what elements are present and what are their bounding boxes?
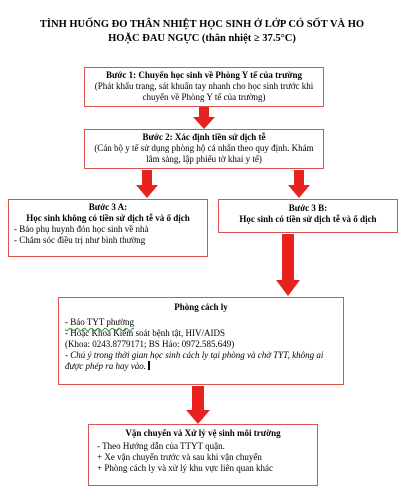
isolation-note-text: - Chú ý trong thời gian học sinh cách ly tại phòng và chờ TYT, không ai được phép ra hay vào. — [65, 350, 324, 371]
arrow-down-left-icon — [136, 170, 158, 198]
transport-item: + Xe vận chuyển trước và sau khi vận chuyển — [97, 452, 262, 462]
isolation-note — [65, 350, 337, 372]
isolation-line-1: - Báo TYT phường — [65, 317, 135, 327]
step3a-heading: Bước 3 A: — [88, 202, 128, 212]
step1-heading: Bước 1: Chuyển học sinh về Phòng Y tế của trường — [105, 70, 303, 80]
step3a-box — [8, 199, 208, 257]
transport-box — [88, 424, 318, 486]
text-cursor-icon — [148, 361, 150, 370]
transport-item: - Theo Hướng dẫn của TTYT quận. — [97, 441, 225, 451]
step3a-item: - Báo phụ huynh đón học sinh về nhà — [14, 224, 149, 234]
arrow-down-right-icon — [288, 170, 310, 198]
step1-box — [84, 67, 324, 107]
arrow-down-icon — [186, 386, 210, 424]
arrow-down-icon — [276, 234, 300, 296]
step2-box — [84, 129, 324, 169]
step3a-subheading: Học sinh không có tiền sử dịch tễ và ổ dịch — [26, 213, 190, 223]
transport-item: + Phòng cách ly và xử lý khu vực liên quan khác — [97, 463, 274, 473]
title-line-2: HOẶC ĐAU NGỰC (thân nhiệt ≥ 37.5°C) — [108, 33, 296, 44]
title-line-1: TÌNH HUỐNG ĐO THÂN NHIỆT HỌC SINH Ở LỚP CÓ SỐT VÀ HO — [39, 19, 365, 30]
step2-description: (Cán bộ y tế sử dụng phòng hộ cá nhân theo quy định. Khám lâm sàng, lập phiếu tờ khai y tế) — [94, 143, 314, 164]
arrow-down-icon — [193, 107, 215, 129]
isolation-line-2: - Hoặc Khoa Kiểm soát bệnh tật, HIV/AIDS — [65, 328, 225, 338]
isolation-line-3: (Khoa: 0243.8779171; BS Hảo: 0972.585.649) — [65, 339, 235, 349]
flowchart-title — [10, 18, 394, 46]
step1-description: (Phát khẩu trang, sát khuẩn tay nhanh cho học sinh trước khi chuyển về Phòng Y tế của trường) — [94, 81, 314, 102]
step3b-box — [218, 199, 398, 233]
transport-heading: Vận chuyển và Xử lý vệ sinh môi trường — [125, 428, 281, 438]
step3b-subheading: Học sinh có tiền sử dịch tễ và ổ dịch — [239, 214, 377, 224]
step3b-heading: Bước 3 B: — [288, 203, 328, 213]
step3a-item: - Chăm sóc điều trị như bình thường — [14, 235, 146, 245]
isolation-heading: Phòng cách ly — [174, 302, 228, 312]
isolation-box — [58, 297, 344, 385]
step2-heading: Bước 2: Xác định tiền sử dịch tễ — [142, 132, 266, 142]
